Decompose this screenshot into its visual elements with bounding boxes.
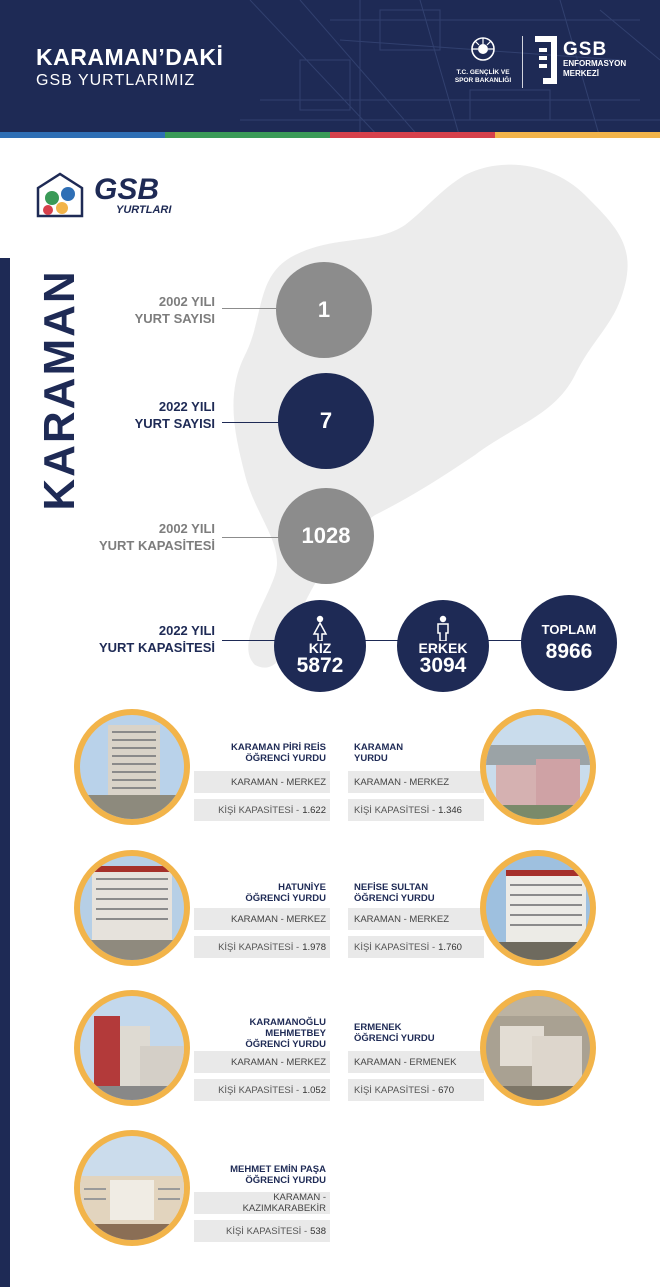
dorm-name-line2: ÖĞRENCİ YURDU [245, 753, 326, 764]
dorm-photo [74, 709, 190, 825]
stat-label-2002-yurt-sayisi [60, 293, 215, 327]
dorm-photo [74, 850, 190, 966]
capacity-label: KİŞİ KAPASİTESİ - [354, 941, 436, 953]
female-value: 5872 [296, 654, 344, 677]
dorm-photo [74, 990, 190, 1106]
dorm-capacity-row [194, 799, 330, 821]
stat-label-line2: YURT KAPASİTESİ [98, 538, 215, 553]
stat-label-line2: YURT KAPASİTESİ [98, 640, 215, 655]
stat-label-line1: 2022 YILI [158, 623, 215, 638]
dorm-capacity-row [194, 936, 330, 958]
stripe-orange [495, 132, 660, 138]
stat-label-2022-yurt-kapasitesi [40, 622, 215, 656]
stat-label-2002-yurt-kapasitesi [40, 520, 215, 554]
dorm-name [194, 878, 330, 908]
province-title: KARAMAN [35, 269, 84, 511]
dorm-capacity-row [194, 1079, 330, 1101]
stripe-blue [0, 132, 165, 138]
dorm-capacity-row [348, 1079, 484, 1101]
dorm-name [194, 1018, 330, 1048]
dorm-location: KARAMAN - MERKEZ [194, 771, 330, 793]
dorm-photo [480, 990, 596, 1106]
dorm-name-line1: ERMENEK [354, 1022, 402, 1033]
dorm-building-image [486, 996, 590, 1100]
stat-value: 1 [317, 297, 331, 322]
header-title-line2: GSB YURTLARIMIZ [36, 72, 196, 89]
capacity-label: KİŞİ KAPASİTESİ - [226, 1225, 308, 1237]
stat-label-line1: 2002 YILI [158, 521, 215, 536]
capacity-total-circle [521, 595, 617, 691]
dorm-name-line1: KARAMAN [354, 742, 404, 753]
dorm-name-line2: ÖĞRENCİ YURDU [354, 1033, 435, 1044]
gsb-info-subtitle-2: MERKEZİ [563, 69, 599, 78]
stripe-red [330, 132, 495, 138]
header-divider [522, 36, 523, 88]
capacity-label: KİŞİ KAPASİTESİ - [354, 804, 436, 816]
stat-circle-2022-yurt-sayisi [278, 373, 374, 469]
capacity-label: KİŞİ KAPASİTESİ - [354, 1084, 436, 1096]
dorm-capacity-row [194, 1220, 330, 1242]
dorm-name-line1: KARAMANOĞLU MEHMETBEY [249, 1016, 326, 1039]
dorm-building-image [486, 856, 590, 960]
stat-value: 7 [319, 408, 333, 433]
stat-circle-2002-yurt-sayisi [276, 262, 372, 358]
dorm-name [348, 1018, 484, 1048]
dorm-name [194, 738, 330, 768]
dorm-name-line1: KARAMAN PİRİ REİS [230, 742, 326, 753]
dorm-building-image [486, 715, 590, 819]
dorm-building-image [80, 715, 184, 819]
dorm-photo [480, 850, 596, 966]
side-accent-bar [0, 258, 10, 1287]
dorm-building-image [80, 1136, 184, 1240]
capacity-value: 1.346 [438, 804, 462, 816]
capacity-value: 1.978 [302, 941, 326, 953]
dorm-name-line1: HATUNİYE [278, 882, 326, 893]
stat-circle-2002-yurt-kapasitesi [278, 488, 374, 584]
ministry-name: T.C. GENÇLİK VE SPOR BAKANLIĞI [454, 69, 512, 84]
dorm-name-line2: ÖĞRENCİ YURDU [245, 893, 326, 904]
stat-label-line1: 2022 YILI [158, 399, 215, 414]
stat-connector [222, 308, 282, 309]
dorm-name [348, 738, 484, 768]
stat-label-2022-yurt-sayisi [60, 398, 215, 432]
ministry-logo [452, 36, 514, 85]
yurtlari-emblem-icon [32, 168, 88, 224]
dorm-capacity-row [348, 936, 484, 958]
gsb-info-title: GSB [563, 39, 608, 60]
dorm-photo [74, 1130, 190, 1246]
male-label: ERKEK [418, 640, 468, 656]
capacity-value: 670 [438, 1084, 454, 1096]
gsb-yurtlari-logo [32, 168, 171, 224]
gsb-enformasyon-logo [533, 34, 626, 86]
dorm-building-image [80, 996, 184, 1100]
yurtlari-gsb-text: GSB [94, 173, 160, 206]
total-label: TOPLAM [541, 622, 597, 637]
header-title-line1: KARAMAN’DAKİ [36, 44, 224, 70]
male-value: 3094 [419, 654, 467, 677]
capacity-male-circle [397, 600, 489, 692]
capacity-value: 538 [310, 1225, 326, 1237]
stat-label-line2: YURT SAYISI [134, 416, 215, 431]
dorm-name-line2: ÖĞRENCİ YURDU [245, 1038, 326, 1050]
ministry-emblem-icon [470, 36, 496, 62]
dorm-location: KARAMAN - MERKEZ [348, 908, 484, 930]
dorm-name-line2: ÖĞRENCİ YURDU [354, 893, 435, 904]
stat-connector [222, 537, 282, 538]
male-person-icon [435, 615, 451, 641]
total-value: 8966 [545, 640, 593, 663]
dorm-location: KARAMAN - MERKEZ [348, 771, 484, 793]
dorm-name [194, 1160, 330, 1190]
capacity-female-circle [274, 600, 366, 692]
dorm-location: KARAMAN - MERKEZ [194, 908, 330, 930]
capacity-value: 1.760 [438, 941, 462, 953]
stat-connector [222, 422, 282, 423]
yurtlari-text: YURTLARI [116, 204, 172, 216]
dorm-location: KARAMAN - MERKEZ [194, 1051, 330, 1073]
dorm-capacity-row [348, 799, 484, 821]
dorm-building-image [80, 856, 184, 960]
dorm-name [348, 878, 484, 908]
stat-label-line2: YURT SAYISI [134, 311, 215, 326]
capacity-label: KİŞİ KAPASİTESİ - [218, 941, 300, 953]
header-banner [0, 0, 660, 138]
female-label: KIZ [308, 640, 332, 656]
capacity-label: KİŞİ KAPASİTESİ - [218, 804, 300, 816]
female-person-icon [311, 615, 329, 641]
dorm-name-line2: ÖĞRENCİ YURDU [245, 1175, 326, 1186]
gsb-building-icon [533, 34, 559, 86]
stat-value: 1028 [301, 523, 351, 548]
dorm-location: KARAMAN - ERMENEK [348, 1051, 484, 1073]
stat-label-line1: 2002 YILI [158, 294, 215, 309]
capacity-value: 1.052 [302, 1084, 326, 1096]
stripe-green [165, 132, 330, 138]
dorm-location: KARAMAN - KAZIMKARABEKİR [194, 1192, 330, 1214]
dorm-photo [480, 709, 596, 825]
capacity-label: KİŞİ KAPASİTESİ - [218, 1084, 300, 1096]
gsb-info-subtitle-1: ENFORMASYON [563, 59, 627, 68]
dorm-name-line2: YURDU [354, 753, 388, 764]
capacity-value: 1.622 [302, 804, 326, 816]
dorm-name-line1: MEHMET EMİN PAŞA [230, 1164, 326, 1175]
dorm-name-line1: NEFİSE SULTAN [354, 882, 429, 893]
